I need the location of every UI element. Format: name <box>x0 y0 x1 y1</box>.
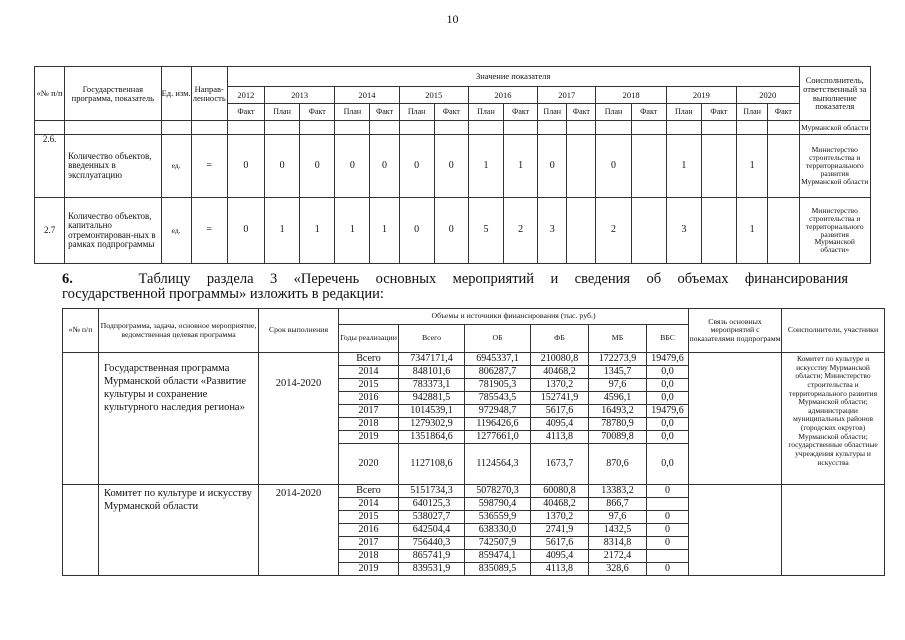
unit-cell: ед. <box>161 135 191 198</box>
mb-cell: 70089,8 <box>589 431 647 444</box>
value-cell <box>567 135 596 198</box>
indicator-name: Количество объектов, капитально отремонтирован-ных в рамках подпрограммы <box>65 198 161 264</box>
ob-cell: 781905,3 <box>465 379 531 392</box>
mb-cell: 2172,4 <box>589 550 647 563</box>
ob-cell: 742507,9 <box>465 537 531 550</box>
year-header: 2014 <box>335 87 399 104</box>
term-cell: 2014-2020 <box>259 485 339 576</box>
plan-header: План <box>335 104 370 121</box>
fb-cell: 1370,2 <box>531 511 589 524</box>
year-cell: Всего <box>339 485 399 498</box>
ob-cell: 806287,7 <box>465 366 531 379</box>
value-cell: 3 <box>666 198 701 264</box>
value-cell: 1 <box>370 198 399 264</box>
fact-header: Факт <box>504 104 538 121</box>
value-cell: 0 <box>370 135 399 198</box>
year-cell: 2014 <box>339 366 399 379</box>
mb-cell: 870,6 <box>589 444 647 485</box>
ob-cell: 5078270,3 <box>465 485 531 498</box>
total-cell: 1014539,1 <box>399 405 465 418</box>
year-cell: 2017 <box>339 405 399 418</box>
year-cell: 2020 <box>339 444 399 485</box>
plan-header: План <box>399 104 434 121</box>
value-cell: 2 <box>504 198 538 264</box>
fb-cell: 40468,2 <box>531 498 589 511</box>
mb-cell: 97,6 <box>589 511 647 524</box>
fact-header: Факт <box>227 104 264 121</box>
fact-header: Факт <box>567 104 596 121</box>
value-cell: 0 <box>434 198 468 264</box>
ob-cell: 859474,1 <box>465 550 531 563</box>
mb-cell: 78780,9 <box>589 418 647 431</box>
total-cell: 640125,3 <box>399 498 465 511</box>
value-cell: 1 <box>504 135 538 198</box>
year-cell: 2016 <box>339 524 399 537</box>
fb-cell: 2741,9 <box>531 524 589 537</box>
total-cell: 538027,7 <box>399 511 465 524</box>
value-cell: 1 <box>737 198 768 264</box>
ob-cell: 6945337,1 <box>465 353 531 366</box>
fb-cell: 60080,8 <box>531 485 589 498</box>
plan-header: План <box>596 104 631 121</box>
ob-cell: 1196426,6 <box>465 418 531 431</box>
ob-cell: 1124564,3 <box>465 444 531 485</box>
total-cell: 1127108,6 <box>399 444 465 485</box>
value-cell: 2 <box>596 198 631 264</box>
value-cell: 1 <box>264 198 299 264</box>
mb-cell: 328,6 <box>589 563 647 576</box>
header-program: Подпрограмма, задача, основное мероприятие, ведомственная целевая программа <box>99 309 259 353</box>
vbs-cell <box>647 550 689 563</box>
year-header: 2013 <box>264 87 334 104</box>
header-num: «№ п/п <box>35 67 65 121</box>
year-cell: 2015 <box>339 511 399 524</box>
header-coexecutor: Соисполнитель, ответственный за выполнение показателя <box>799 67 870 121</box>
value-cell <box>701 198 736 264</box>
fb-cell: 4113,8 <box>531 431 589 444</box>
value-cell: 0 <box>596 135 631 198</box>
vbs-cell: 0 <box>647 524 689 537</box>
plan-header: План <box>468 104 503 121</box>
fb-cell: 4095,4 <box>531 550 589 563</box>
total-cell: 1351864,6 <box>399 431 465 444</box>
mb-cell: 16493,2 <box>589 405 647 418</box>
coexecutor-cell: Министерство строительства и территориального развития Мурманской области» <box>799 198 870 264</box>
fact-header: Факт <box>434 104 468 121</box>
header-link: Связь основных мероприятий с показателями подпрограмм <box>689 309 782 353</box>
year-header: 2016 <box>468 87 537 104</box>
year-cell: 2017 <box>339 537 399 550</box>
year-cell: 2019 <box>339 563 399 576</box>
value-cell: 1 <box>666 135 701 198</box>
value-cell: 0 <box>335 135 370 198</box>
mb-cell: 172273,9 <box>589 353 647 366</box>
vbs-cell: 0,0 <box>647 379 689 392</box>
year-cell: 2016 <box>339 392 399 405</box>
fact-header: Факт <box>768 104 799 121</box>
program-name: Государственная программа Мурманской области «Развитие культуры и сохранение культурного наследия региона» <box>99 353 259 485</box>
executors-cell: Комитет по культуре и искусству Мурманской области; Министерство строительства и территориального развития Мурманской области; администрации муниципальных районов (городских округов) Мурманской области; государственные областные учреждения культуры и искусства <box>782 353 885 485</box>
fact-header: Факт <box>701 104 736 121</box>
mb-cell: 4596,1 <box>589 392 647 405</box>
header-finance: Объемы и источники финансирования (тыс. руб.) <box>339 309 689 325</box>
mb-cell: 97,6 <box>589 379 647 392</box>
value-cell: 0 <box>434 135 468 198</box>
vbs-cell <box>647 498 689 511</box>
header-fb: ФБ <box>531 325 589 353</box>
row-num: 2.7 <box>35 198 65 264</box>
year-header: 2017 <box>538 87 596 104</box>
header-years: Годы реализации <box>339 325 399 353</box>
total-cell: 839531,9 <box>399 563 465 576</box>
year-header: 2018 <box>596 87 666 104</box>
vbs-cell: 0,0 <box>647 431 689 444</box>
vbs-cell: 0,0 <box>647 392 689 405</box>
paragraph-line-2: государственной программы» изложить в редакции: <box>62 286 384 302</box>
total-cell: 642504,4 <box>399 524 465 537</box>
ob-cell: 536559,9 <box>465 511 531 524</box>
vbs-cell: 0,0 <box>647 444 689 485</box>
plan-header: План <box>538 104 567 121</box>
ob-cell: 972948,7 <box>465 405 531 418</box>
vbs-cell: 0 <box>647 511 689 524</box>
ob-cell: 785543,5 <box>465 392 531 405</box>
mb-cell: 1345,7 <box>589 366 647 379</box>
table-row <box>35 198 871 264</box>
value-cell <box>768 135 799 198</box>
direction-cell: = <box>191 135 227 198</box>
value-cell: 0 <box>399 198 434 264</box>
ob-cell: 1277661,0 <box>465 431 531 444</box>
term-cell: 2014-2020 <box>259 353 339 485</box>
page-number: 10 <box>446 12 459 26</box>
header-vbs: ВБС <box>647 325 689 353</box>
total-cell: 783373,1 <box>399 379 465 392</box>
mb-cell: 8314,8 <box>589 537 647 550</box>
year-cell: 2019 <box>339 431 399 444</box>
year-header: 2020 <box>737 87 800 104</box>
value-cell <box>567 198 596 264</box>
fb-cell: 40468,2 <box>531 366 589 379</box>
header-executors: Соисполнители, участники <box>782 309 885 353</box>
total-cell: 942881,5 <box>399 392 465 405</box>
value-cell: 0 <box>538 135 567 198</box>
total-cell: 848101,6 <box>399 366 465 379</box>
value-cell <box>631 135 666 198</box>
header-program: Государственная программа, показатель <box>65 67 161 121</box>
header-term: Срок выполнения <box>259 309 339 353</box>
fact-header: Факт <box>370 104 399 121</box>
value-cell: 1 <box>335 198 370 264</box>
financing-table <box>62 308 885 576</box>
unit-cell: ед. <box>161 198 191 264</box>
header-ob: ОБ <box>465 325 531 353</box>
mb-cell: 866,7 <box>589 498 647 511</box>
program-name: Комитет по культуре и искусству Мурманской области <box>99 485 259 576</box>
fb-cell: 1673,7 <box>531 444 589 485</box>
total-cell: 756440,3 <box>399 537 465 550</box>
vbs-cell: 19479,6 <box>647 353 689 366</box>
fb-cell: 5617,6 <box>531 537 589 550</box>
value-cell: 1 <box>300 198 335 264</box>
fact-header: Факт <box>300 104 335 121</box>
fb-cell: 152741,9 <box>531 392 589 405</box>
year-header: 2015 <box>399 87 468 104</box>
fb-cell: 5617,6 <box>531 405 589 418</box>
plan-header: План <box>264 104 299 121</box>
plan-header: План <box>666 104 701 121</box>
vbs-cell: 0,0 <box>647 366 689 379</box>
vbs-cell: 0 <box>647 485 689 498</box>
fact-header: Факт <box>631 104 666 121</box>
vbs-cell: 19479,6 <box>647 405 689 418</box>
fb-cell: 1370,2 <box>531 379 589 392</box>
direction-cell: = <box>191 198 227 264</box>
value-cell: 5 <box>468 198 503 264</box>
total-cell: 865741,9 <box>399 550 465 563</box>
ob-cell: 598790,4 <box>465 498 531 511</box>
table-row <box>63 353 885 366</box>
header-num: «№ п/п <box>63 309 99 353</box>
value-cell: 3 <box>538 198 567 264</box>
header-mb: МБ <box>589 325 647 353</box>
vbs-cell: 0,0 <box>647 418 689 431</box>
vbs-cell: 0 <box>647 563 689 576</box>
year-cell: 2015 <box>339 379 399 392</box>
paragraph-line-1 <box>62 272 848 287</box>
header-unit: Ед. изм. <box>161 67 191 121</box>
value-cell: 0 <box>264 135 299 198</box>
header-indicator-value: Значение показателя <box>227 67 799 87</box>
value-cell: 0 <box>227 198 264 264</box>
ob-cell: 835089,5 <box>465 563 531 576</box>
mb-cell: 13383,2 <box>589 485 647 498</box>
total-cell: 5151734,3 <box>399 485 465 498</box>
indicator-name: Количество объектов, введенных в эксплуатацию <box>65 135 161 198</box>
total-cell: 7347171,4 <box>399 353 465 366</box>
table-row <box>35 135 871 198</box>
header-direction: Направ-ленность <box>191 67 227 121</box>
value-cell <box>631 198 666 264</box>
vbs-cell: 0 <box>647 537 689 550</box>
fb-cell: 4095,4 <box>531 418 589 431</box>
header-total: Всего <box>399 325 465 353</box>
row-num: 2.6. <box>35 135 65 198</box>
year-cell: 2014 <box>339 498 399 511</box>
value-cell: 0 <box>300 135 335 198</box>
fb-cell: 210080,8 <box>531 353 589 366</box>
fb-cell: 4113,8 <box>531 563 589 576</box>
coexecutor-cell: Мурманской области <box>799 121 870 135</box>
coexecutor-cell: Министерство строительства и территориального развития Мурманской области <box>799 135 870 198</box>
year-cell: Всего <box>339 353 399 366</box>
value-cell <box>768 198 799 264</box>
value-cell: 1 <box>737 135 768 198</box>
mb-cell: 1432,5 <box>589 524 647 537</box>
year-cell: 2018 <box>339 418 399 431</box>
value-cell: 1 <box>468 135 503 198</box>
paragraph-number: 6. <box>62 271 73 287</box>
ob-cell: 638330,0 <box>465 524 531 537</box>
total-cell: 1279302,9 <box>399 418 465 431</box>
year-cell: 2018 <box>339 550 399 563</box>
year-header: 2012 <box>227 87 264 104</box>
indicators-table <box>34 66 871 264</box>
value-cell <box>701 135 736 198</box>
paragraph-text: Таблицу раздела 3 «Перечень основных мероприятий и сведения об объемах финансирования <box>138 271 849 287</box>
table-row <box>63 485 885 498</box>
value-cell: 0 <box>227 135 264 198</box>
year-header: 2019 <box>666 87 736 104</box>
plan-header: План <box>737 104 768 121</box>
value-cell: 0 <box>399 135 434 198</box>
